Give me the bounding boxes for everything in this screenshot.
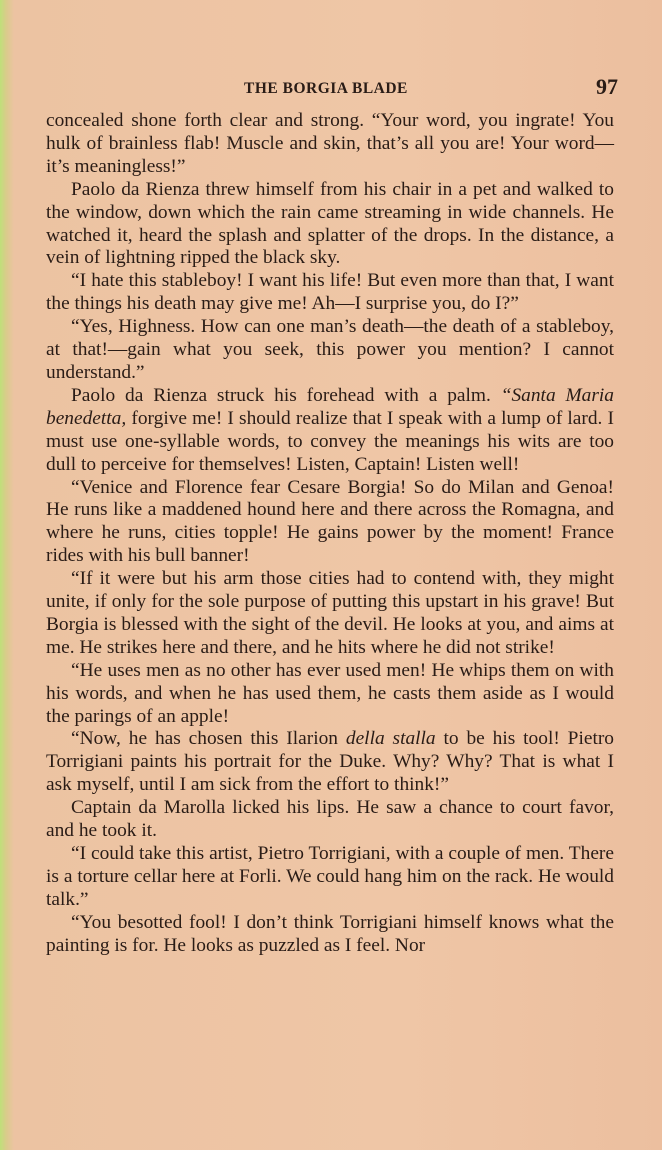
paragraph-text: forgive me! I should realize that I speak with a lump of lard. I must use one-syllable words, to convey the meanings his wits are too dull to perceive for themselves! Listen, Captain! Listen well! <box>46 407 614 475</box>
paragraph: “Venice and Florence fear Cesare Borgia! So do Milan and Genoa! He runs like a maddened hound here and there across the Romagna, and where he runs, cities topple! He gains power by the moment! France rides with his bull banner! <box>46 476 614 567</box>
paragraph: Paolo da Rienza threw himself from his chair in a pet and walked to the window, down which the rain came streaming in wide channels. He watched it, heard the splash and splatter of the drops. In the distance, a vein of lightning ripped the black sky. <box>46 178 614 269</box>
paragraph-text: to be his tool! Pietro Torrigiani paints his portrait for the Duke. Why? Why? That is what I ask myself, until I am sick from the effort to think!” <box>46 728 614 796</box>
paragraph: concealed shone forth clear and strong. “Your word, you ingrate! You hulk of brainless flab! Muscle and skin, that’s all you are! Your word—it’s meaningless!” <box>46 110 614 177</box>
paragraph: “He uses men as no other has ever used men! He whips them on with his words, and when he has used them, he casts them aside as I would the parings of an apple! <box>46 659 614 727</box>
page-number: 97 <box>596 74 618 99</box>
paragraph: “You besotted fool! I don’t think Torrigiani himself knows what the painting is for. He looks as puzzled as I feel. Nor <box>46 911 614 956</box>
paragraph: “I hate this stableboy! I want his life! But even more than that, I want the things his death may give me! Ah—I surprise you, do I?” <box>46 270 614 315</box>
paragraph-text: “Now, he has chosen this Ilarion <box>71 728 346 750</box>
body-text <box>46 110 614 958</box>
paragraph <box>46 385 614 477</box>
italic-phrase: “Santa Maria benedetta, <box>46 384 614 429</box>
page-header <box>44 76 618 104</box>
paragraph: “If it were but his arm those cities had to contend with, they might unite, if only for the sole purpose of putting this upstart in his grave! But Borgia is blessed with the sight of the devil. He looks at you, and aims at me. He strikes here and there, and he hits where he did not strike! <box>46 568 614 658</box>
paragraph <box>46 728 614 797</box>
italic-phrase: della stalla <box>345 728 436 750</box>
paragraph: “I could take this artist, Pietro Torrigiani, with a couple of men. There is a torture cellar here at Forli. We could hang him on the rack. He would talk.” <box>46 843 614 910</box>
paragraph: “Yes, Highness. How can one man’s death—the death of a stableboy, at that!—gain what you seek, this power you mention? I cannot understand.” <box>46 316 614 383</box>
running-title: THE BORGIA BLADE <box>244 80 408 97</box>
paragraph: Captain da Marolla licked his lips. He saw a chance to court favor, and he took it. <box>46 797 614 842</box>
paragraph-text: Paolo da Rienza struck his forehead with a palm. <box>71 384 501 406</box>
